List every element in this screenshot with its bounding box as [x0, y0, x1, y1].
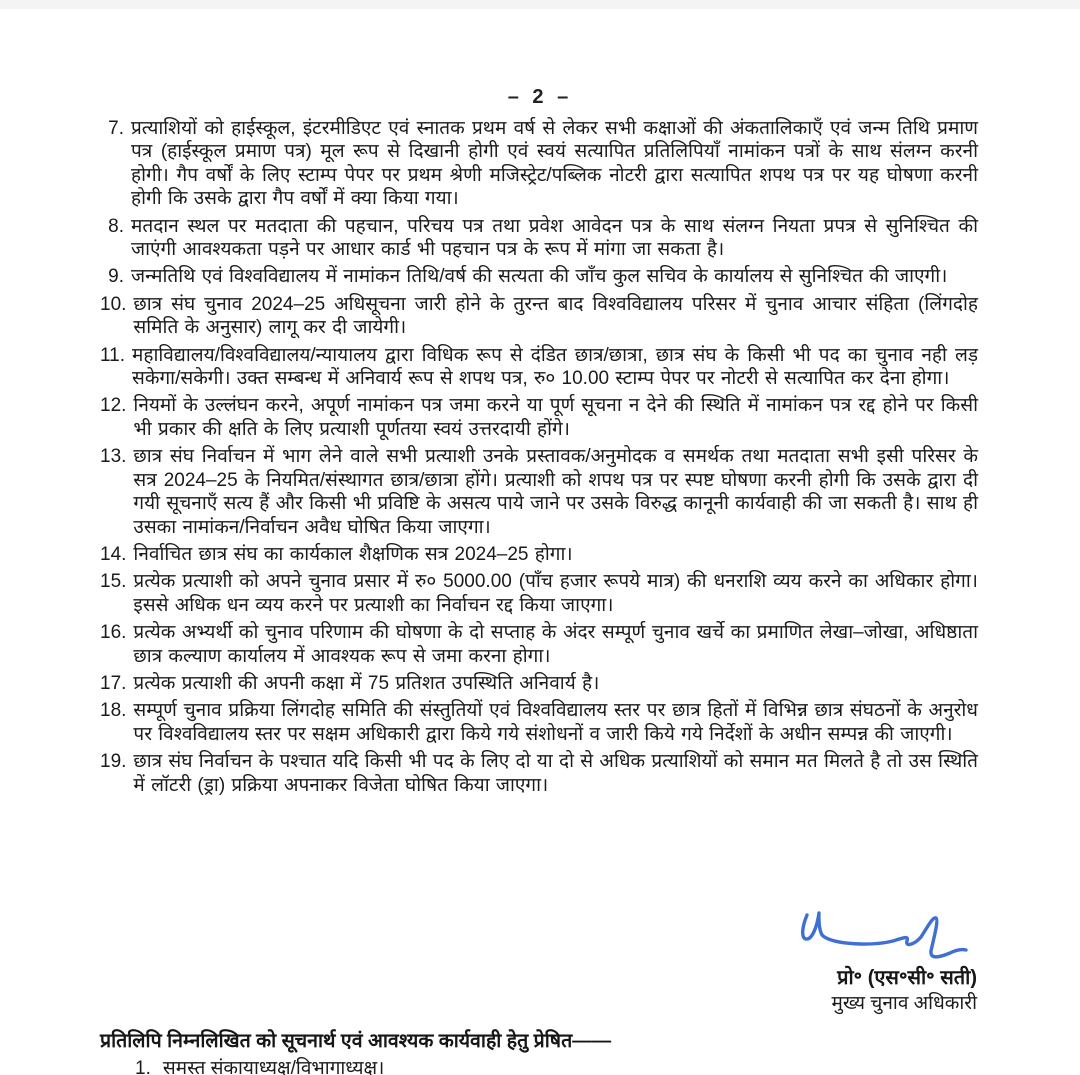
item-number: 11. — [100, 344, 126, 366]
list-item — [100, 293, 978, 340]
item-text: मतदान स्थल पर मतदाता की पहचान, परिचय पत्र तथा प्रवेश आवेदन पत्र के साथ संलग्न नियता प्रपत्र से सुनिश्चित की जाएंगी आवश्यकता पड़ने पर आधार कार्ड भी पहचान पत्र के रूप में मांगा जा सकता है। — [131, 215, 978, 261]
item-number: 9. — [108, 266, 124, 288]
item-number: 19. — [100, 751, 127, 773]
list-item — [100, 394, 978, 441]
signature-ink-icon — [793, 903, 971, 965]
item-text: प्रत्येक अभ्यर्थी को चुनाव परिणाम की घोषणा के दो सप्ताह के अंदर सम्पूर्ण चुनाव खर्चे का प्रमाणित लेखा–जोखा, अधिष्ठाता छात्र कल्याण कार्यालय में आवश्यक रूप से जमा करना होगा। — [133, 622, 978, 667]
item-text: जन्मतिथि एवं विश्वविद्यालय में नामांकन तिथि/वर्ष की सत्यता की जाँच कुल सचिव के कार्यालय से सुनिश्चित की जाएगी। — [131, 266, 948, 288]
list-item — [100, 570, 978, 617]
list-item — [100, 265, 978, 288]
item-text: नियमों के उल्लंघन करने, अपूर्ण नामांकन पत्र जमा करने या पूर्ण सूचना न देने की स्थिति में नामांकन पत्र रद्द होने पर किसी भी प्रकार की क्षति के लिए प्रत्याशी पूर्णतया स्वयं उत्तरदायी होंगे। — [133, 395, 978, 440]
copy-distribution-heading: प्रतिलिपि निम्नलिखित को सूचनार्थ एवं आवश्यक कार्यवाही हेतु प्रेषित—— — [100, 1030, 612, 1052]
item-text: प्रत्येक प्रत्याशी की अपनी कक्षा में 75 प्रतिशत उपस्थिति अनिवार्य है। — [133, 672, 600, 694]
item-number: 18. — [100, 700, 127, 722]
item-number: 8. — [108, 215, 124, 237]
signature-block — [647, 903, 977, 1016]
item-number: 13. — [100, 446, 127, 468]
item-text: छात्र संघ चुनाव 2024–25 अधिसूचना जारी होने के तुरन्त बाद विश्वविद्यालय परिसर में चुनाव आचार संहिता (लिंगदोह समिति के अनुसार) लागू कर दी जायेगी। — [133, 293, 978, 339]
list-item — [100, 344, 978, 391]
numbered-clause-list — [100, 117, 978, 801]
list-item — [100, 672, 978, 695]
list-item — [100, 117, 978, 211]
item-number: 12. — [100, 395, 127, 417]
item-text: प्रत्याशियों को हाईस्कूल, इंटरमीडिएट एवं स्नातक प्रथम वर्ष से लेकर सभी कक्षाओं की अंकतालिकाएँ एवं जन्म तिथि प्रमाण पत्र (हाईस्कूल प्रमाण पत्र) मूल रूप से दिखानी होगी एवं स्वयं सत्यापित प्रतिलिपियाँ नामांकन पत्रों के साथ संलग्न करनी होगी। गैप वर्षों के लिए स्टाम्प पेपर पर प्रथम श्रेणी मजिस्ट्रेट/पब्लिक नोटरी द्वारा सत्यापित शपथ पत्र पर यह घोषणा करनी होगी कि उसके द्वारा गैप वर्षों में क्या किया गया। — [131, 118, 978, 210]
item-number: 15. — [100, 571, 127, 593]
list-item — [100, 621, 978, 668]
item-text: निर्वाचित छात्र संघ का कार्यकाल शैक्षणिक सत्र 2024–25 होगा। — [133, 543, 573, 565]
item-number: 16. — [100, 622, 127, 644]
signatory-designation: मुख्य चुनाव अधिकारी — [831, 993, 977, 1014]
item-text: समस्त संकायाध्यक्ष/विभागाध्यक्ष। — [162, 1058, 385, 1075]
item-text: प्रत्येक प्रत्याशी को अपने चुनाव प्रसार में रु० 5000.00 (पाँच हजार रूपये मात्र) की धनराशि व्यय करने का अधिकार होगा। इससे अधिक धन व्यय करने पर प्रत्याशी का निर्वाचन रद्द किया जाएगा। — [133, 571, 978, 616]
item-number: 1. — [135, 1058, 151, 1075]
item-number: 7. — [108, 118, 124, 139]
item-text: सम्पूर्ण चुनाव प्रक्रिया लिंगदोह समिति की संस्तुतियों एवं विश्वविद्यालय स्तर पर छात्र हितों में विभिन्न छात्र संघठनों के अनुरोध पर विश्वविद्यालय स्तर पर सक्षम अधिकारी द्वारा किये गये संशोधनों व जारी किये गये निर्देशों के अधीन सम्पन्न की जाएगी। — [133, 700, 978, 745]
copy-distribution-section — [100, 1028, 978, 1075]
item-text: महाविद्यालय/विश्वविद्यालय/न्यायालय द्वारा विधिक रूप से दंडित छात्र/छात्रा, छात्र संघ के किसी भी पद का चुनाव नही लड़ सकेगा/सकेगी। उक्त सम्बन्ध में अनिवार्य रूप से शपथ पत्र, रु० 10.00 स्टाम्प पेपर पर नोटरी से सत्यापित कर देना होगा। — [132, 344, 978, 390]
item-text: छात्र संघ निर्वाचन के पश्चात यदि किसी भी पद के लिए दो या दो से अधिक प्रत्याशियों को समान मत मिलते है तो उस स्थिति में लॉटरी (ड्रा) प्रक्रिया अपनाकर विजेता घोषित किया जाएगा। — [133, 751, 978, 796]
copy-distribution-item — [135, 1057, 978, 1075]
page-number: – 2 – — [507, 86, 573, 108]
signatory-name: प्रो॰ (एस॰सी॰ सती) — [837, 967, 977, 989]
item-number: 14. — [100, 543, 127, 565]
list-item — [100, 445, 978, 539]
list-item — [100, 750, 978, 797]
list-item — [100, 699, 978, 746]
item-number: 17. — [100, 672, 127, 694]
list-item — [100, 215, 978, 262]
item-number: 10. — [100, 293, 127, 315]
signature-stroke — [803, 913, 966, 957]
list-item — [100, 543, 978, 566]
item-text: छात्र संघ निर्वाचन में भाग लेने वाले सभी प्रत्याशी उनके प्रस्तावक/अनुमोदक व समर्थक तथा मतदाता सभी इसी परिसर के सत्र 2024–25 के नियमित/संस्थागत छात्र/छात्रा होंगे। प्रत्याशी को शपथ पत्र पर स्पष्ट घोषणा करनी होगी कि उसके द्वारा दी गयी सूचनाएँ सत्य हैं और किसी भी प्रविष्टि के असत्य पाये जाने पर उसके विरुद्ध कानूनी कार्यवाही की जा सकती है। साथ ही उसका नामांकन/निर्वाचन अवैध घोषित किया जाएगा। — [133, 446, 978, 538]
scan-edge-artifact — [0, 0, 1080, 9]
